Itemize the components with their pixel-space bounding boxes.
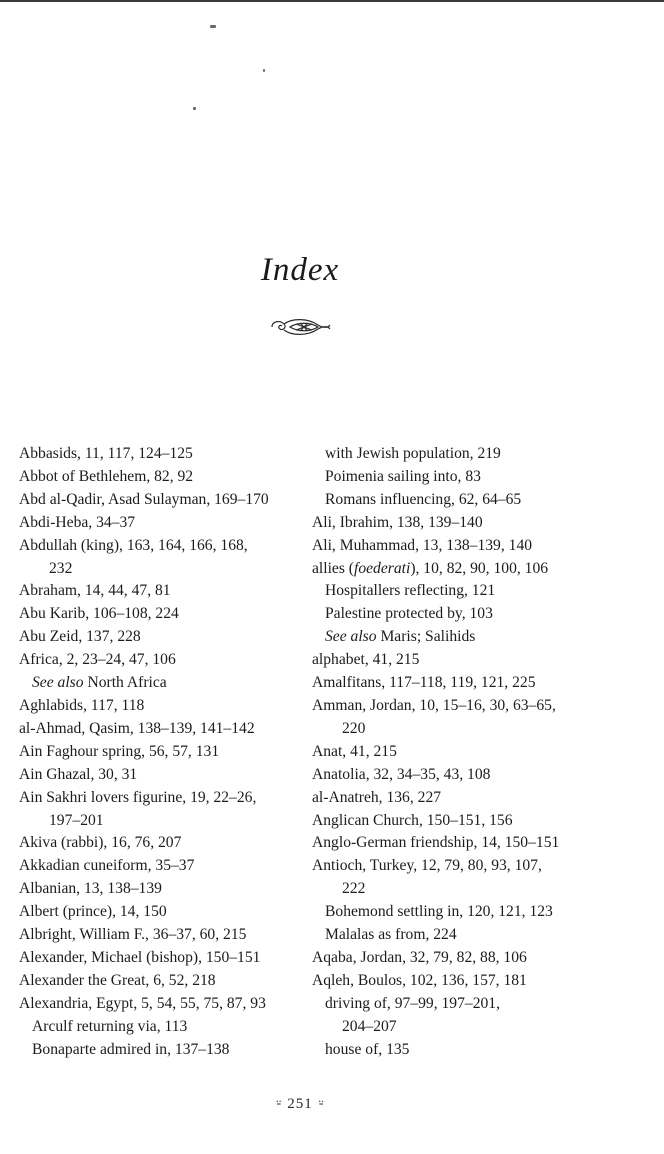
index-subentry: Bonaparte admired in, 137–138 (32, 1040, 230, 1058)
index-entry: Africa, 2, 23–24, 47, 106 (19, 651, 176, 669)
index-entry: Antioch, Turkey, 12, 79, 80, 93, 107, (312, 857, 542, 875)
index-column-left (19, 443, 309, 1061)
index-subentry: Romans influencing, 62, 64–65 (325, 490, 522, 508)
right-curl-ornament-icon: ⸚ (318, 1096, 324, 1112)
index-entry: Amman, Jordan, 10, 15–16, 30, 63–65, (312, 696, 556, 714)
flourish-ornament-icon (268, 316, 334, 338)
index-subentry: Bohemond settling in, 120, 121, 123 (325, 903, 553, 921)
index-entry: Alexander, Michael (bishop), 150–151 (19, 948, 261, 966)
see-also-label: See also (32, 674, 84, 692)
index-entry: Anglican Church, 150–151, 156 (312, 811, 513, 829)
index-entry: Akkadian cuneiform, 35–37 (19, 857, 195, 875)
cross-reference-target: Maris; Salihids (376, 628, 476, 646)
index-entry-continuation: 197–201 (49, 811, 104, 829)
index-entry-continuation: 232 (49, 559, 73, 577)
index-subentry: Malalas as from, 224 (325, 926, 457, 944)
speck-mark (210, 25, 216, 28)
index-entry: Albanian, 13, 138–139 (19, 880, 162, 898)
index-entry: Albert (prince), 14, 150 (19, 903, 167, 921)
cross-reference-target: North Africa (83, 674, 167, 692)
index-entry: Abraham, 14, 44, 47, 81 (19, 582, 171, 600)
index-entry: Abd al-Qadir, Asad Sulayman, 169–170 (19, 490, 269, 508)
index-entry: Akiva (rabbi), 16, 76, 207 (19, 834, 182, 852)
speck-mark (193, 107, 196, 110)
index-column-right (312, 443, 612, 1061)
index-entry: Abbot of Bethlehem, 82, 92 (19, 467, 194, 485)
index-entry-continuation: 222 (342, 880, 366, 898)
index-entry: Abu Zeid, 137, 228 (19, 628, 141, 646)
speck-mark (263, 69, 265, 72)
index-entry: Aqaba, Jordan, 32, 79, 82, 88, 106 (312, 948, 527, 966)
index-entry (312, 558, 612, 581)
index-entry: Abbasids, 11, 117, 124–125 (19, 445, 193, 462)
index-entry: Ali, Muhammad, 13, 138–139, 140 (312, 536, 533, 554)
index-entry: al-Ahmad, Qasim, 138–139, 141–142 (19, 719, 255, 737)
index-entry: Aghlabids, 117, 118 (19, 696, 145, 714)
top-edge-rule (0, 0, 664, 2)
page-number: 251 (287, 1096, 313, 1112)
see-also-label: See also (325, 628, 377, 646)
index-entry: Ain Faghour spring, 56, 57, 131 (19, 742, 220, 760)
index-entry: Ain Ghazal, 30, 31 (19, 765, 138, 783)
entry-trailing-text: ), 10, 82, 90, 100, 106 (410, 559, 549, 577)
index-entry: Alexandria, Egypt, 5, 54, 55, 75, 87, 93 (19, 994, 266, 1012)
index-entry: Abdi-Heba, 34–37 (19, 513, 136, 531)
index-subentry: Arculf returning via, 113 (32, 1017, 188, 1035)
index-entry-continuation: 220 (342, 719, 366, 737)
index-entry-continuation: 204–207 (342, 1017, 397, 1035)
index-entry: Abu Karib, 106–108, 224 (19, 605, 179, 623)
index-entry: Anglo-German friendship, 14, 150–151 (312, 834, 560, 852)
italic-term: foederati (354, 559, 411, 577)
index-entry: Abdullah (king), 163, 164, 166, 168, (19, 536, 248, 554)
index-entry: Aqleh, Boulos, 102, 136, 157, 181 (312, 971, 527, 989)
index-subentry: with Jewish population, 219 (325, 445, 501, 462)
index-entry: Amalfitans, 117–118, 119, 121, 225 (312, 674, 536, 692)
index-entry: Anat, 41, 215 (312, 742, 397, 760)
left-curl-ornament-icon: ⸚ (276, 1096, 282, 1112)
index-subentry: Hospitallers reflecting, 121 (325, 582, 496, 600)
index-entry: alphabet, 41, 215 (312, 651, 420, 669)
index-subentry: driving of, 97–99, 197–201, (325, 994, 500, 1012)
index-subentry: Palestine protected by, 103 (325, 605, 493, 623)
page-footer (0, 1093, 600, 1113)
index-subentry: house of, 135 (325, 1040, 410, 1058)
index-cross-reference (312, 626, 612, 649)
index-cross-reference (19, 672, 309, 695)
index-entry: Alexander the Great, 6, 52, 218 (19, 971, 216, 989)
index-entry: Anatolia, 32, 34–35, 43, 108 (312, 765, 491, 783)
index-entry: al-Anatreh, 136, 227 (312, 788, 442, 806)
entry-lead-text: allies ( (312, 559, 354, 577)
index-subentry: Poimenia sailing into, 83 (325, 467, 481, 485)
page-title: Index (260, 252, 340, 288)
index-entry: Ali, Ibrahim, 138, 139–140 (312, 513, 483, 531)
index-entry: Albright, William F., 36–37, 60, 215 (19, 926, 247, 944)
index-entry: Ain Sakhri lovers figurine, 19, 22–26, (19, 788, 257, 806)
